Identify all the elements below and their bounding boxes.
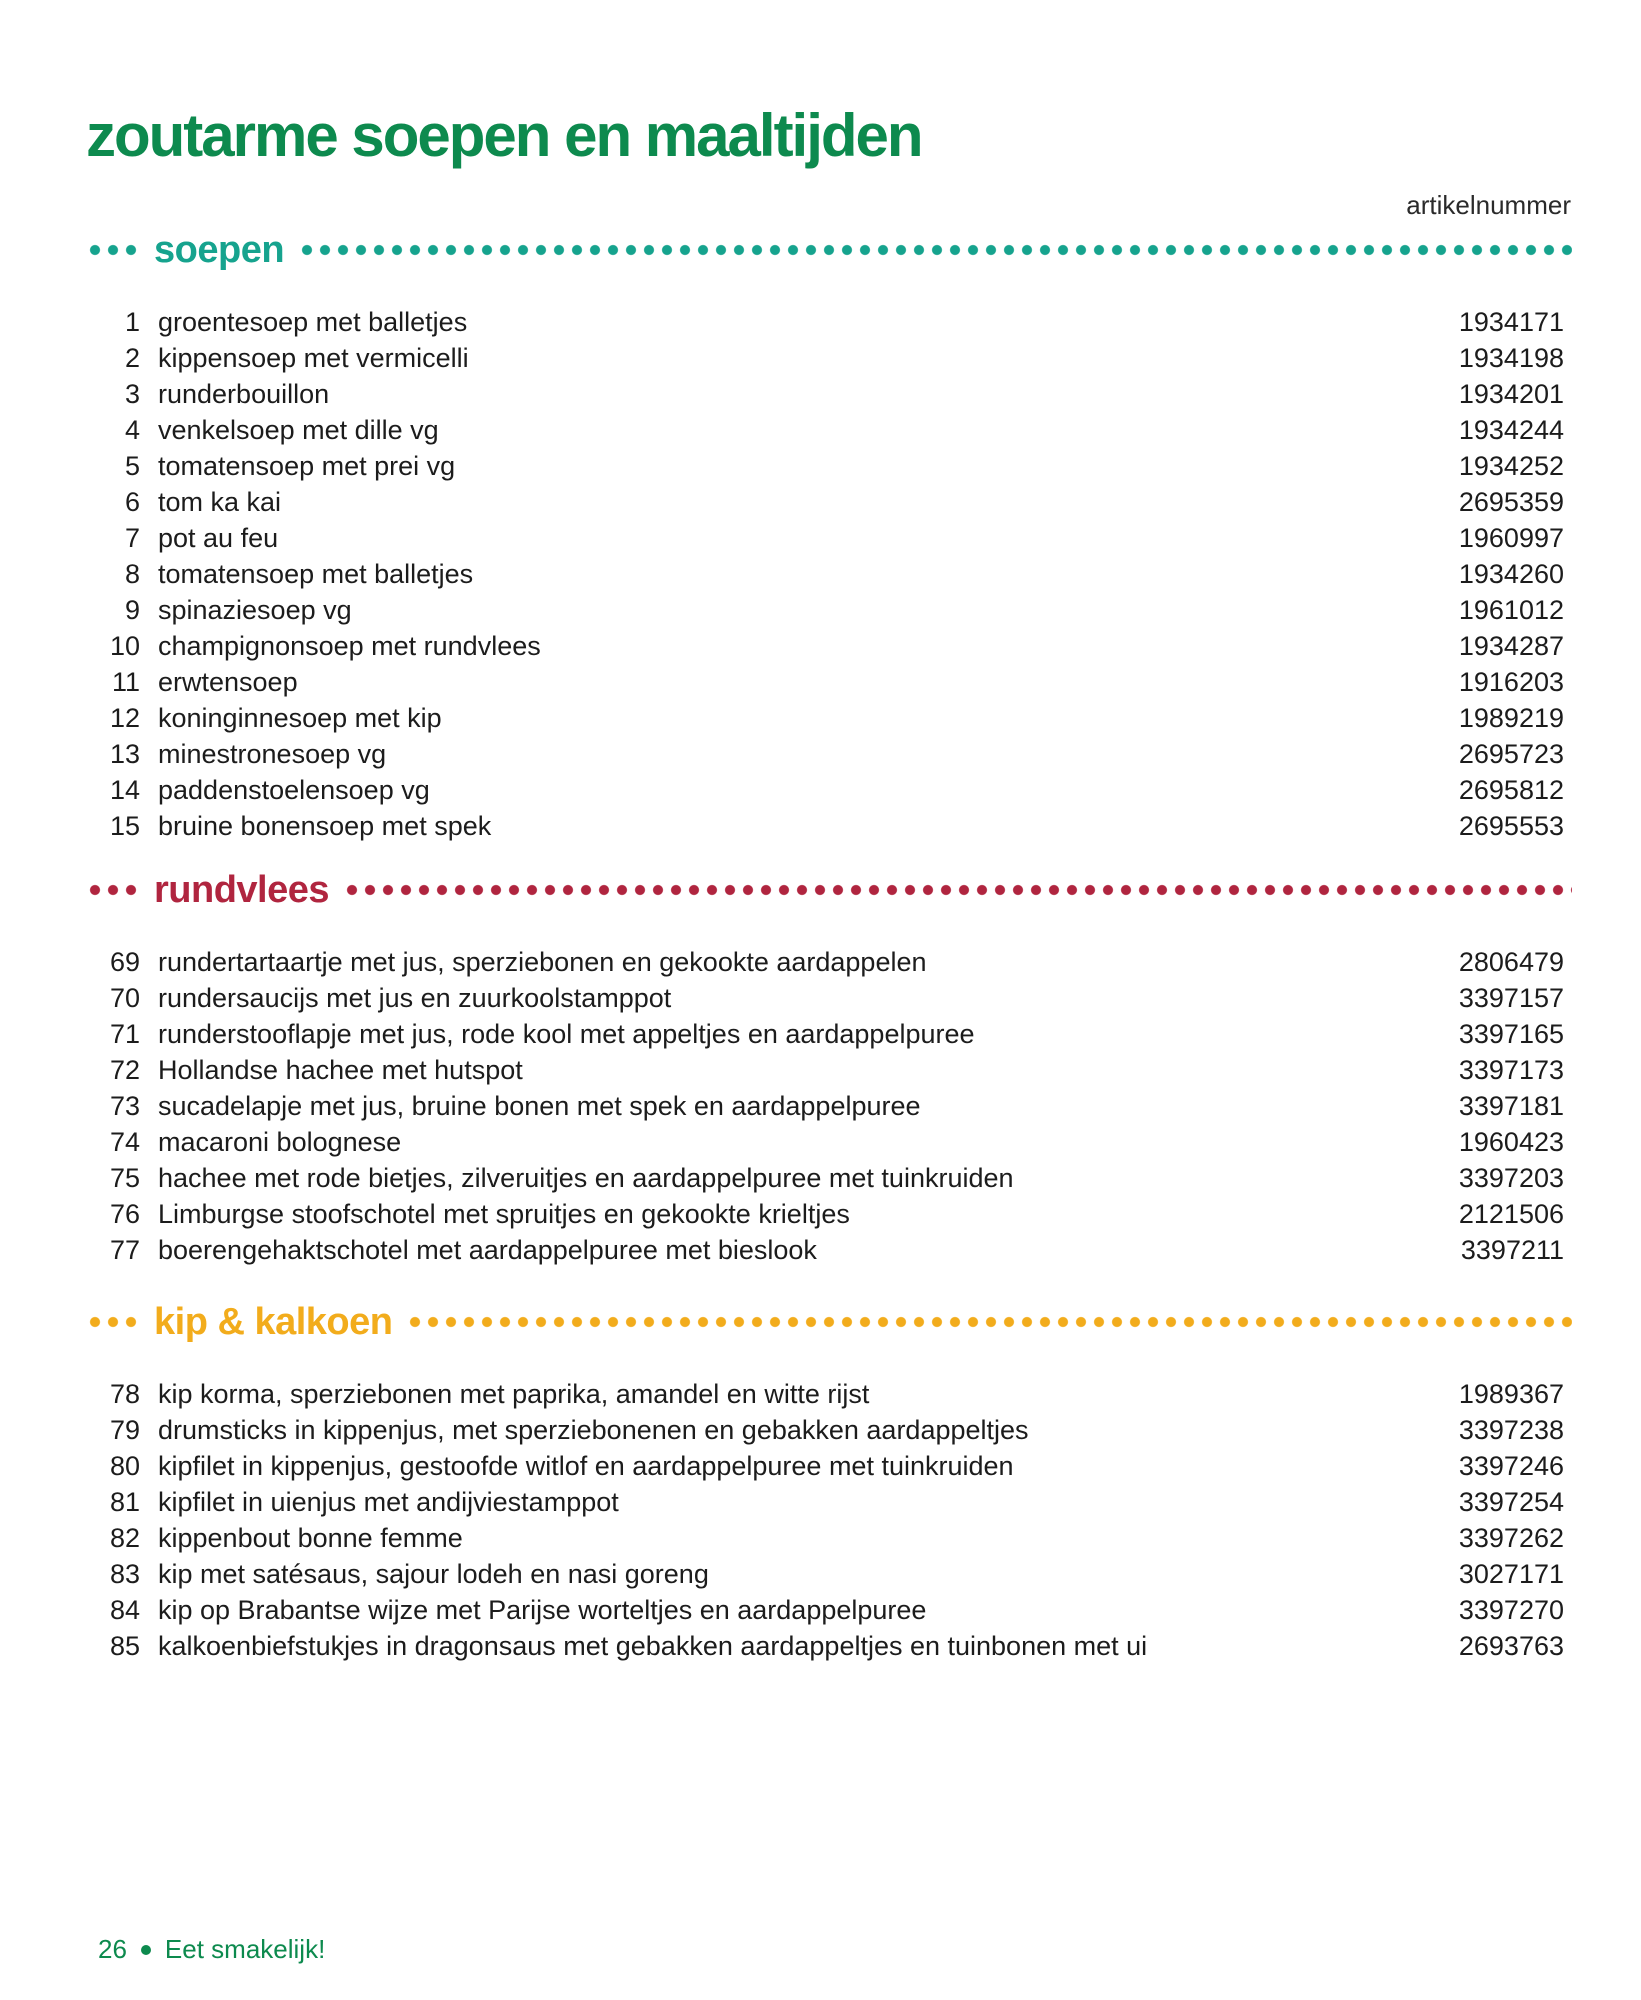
item-name: spinaziesoep vg xyxy=(158,595,352,625)
list-item xyxy=(86,1088,1572,1124)
article-number: 1989367 xyxy=(1458,1379,1564,1409)
section-header xyxy=(86,868,1572,912)
list-item xyxy=(86,628,1572,664)
item-name: rundertartaartje met jus, sperziebonen en gekookte aardappelen xyxy=(158,947,927,977)
article-number: 3397165 xyxy=(1458,1019,1564,1049)
item-name: venkelsoep met dille vg xyxy=(158,415,439,445)
list-item xyxy=(86,556,1572,592)
list-item xyxy=(86,980,1572,1016)
item-name: macaroni bolognese xyxy=(158,1127,402,1157)
list-item xyxy=(86,808,1572,844)
article-number: 2695812 xyxy=(1458,775,1564,805)
item-number: 76 xyxy=(109,1199,140,1229)
item-number: 12 xyxy=(109,703,140,733)
list-item xyxy=(86,664,1572,700)
article-number: 1916203 xyxy=(1458,667,1564,697)
list-item xyxy=(86,592,1572,628)
list-item xyxy=(86,1196,1572,1232)
article-number: 2695553 xyxy=(1458,811,1564,841)
item-name: kipfilet in kippenjus, gestoofde witlof en aardappelpuree met tuinkruiden xyxy=(158,1451,1014,1481)
dotted-leader-right xyxy=(343,884,1572,896)
item-name: kip op Brabantse wijze met Parijse worteltjes en aardappelpuree xyxy=(158,1595,927,1625)
bullet-dot-icon xyxy=(141,1945,151,1955)
item-name: bruine bonensoep met spek xyxy=(158,811,492,841)
list-item xyxy=(86,1016,1572,1052)
item-name: tomatensoep met prei vg xyxy=(158,451,456,481)
article-number: 3397157 xyxy=(1458,983,1564,1013)
list-item xyxy=(86,1592,1572,1628)
item-name: sucadelapje met jus, bruine bonen met spek en aardappelpuree xyxy=(158,1091,921,1121)
page-footer xyxy=(98,1934,325,1965)
list-item xyxy=(86,448,1572,484)
item-number: 71 xyxy=(109,1019,140,1049)
article-number: 3027171 xyxy=(1458,1559,1564,1589)
item-number: 9 xyxy=(124,595,140,625)
article-number: 3397238 xyxy=(1458,1415,1564,1445)
article-number: 3397246 xyxy=(1458,1451,1564,1481)
article-number: 3397211 xyxy=(1460,1235,1564,1265)
dotted-leader-left xyxy=(86,1316,138,1328)
section-header xyxy=(86,1300,1572,1344)
item-name: minestronesoep vg xyxy=(158,739,387,769)
item-number: 11 xyxy=(111,667,140,697)
list-item xyxy=(86,1520,1572,1556)
list-item xyxy=(86,1232,1572,1268)
article-number: 1961012 xyxy=(1458,595,1564,625)
item-number: 85 xyxy=(109,1631,140,1661)
item-name: koninginnesoep met kip xyxy=(158,703,442,733)
list-item xyxy=(86,1160,1572,1196)
item-list xyxy=(86,304,1572,844)
section-rundvlees xyxy=(86,868,1572,1268)
dotted-leader-left xyxy=(86,244,138,256)
item-name: kip korma, sperziebonen met paprika, amandel en witte rijst xyxy=(158,1379,870,1409)
item-list xyxy=(86,944,1572,1268)
list-item xyxy=(86,772,1572,808)
list-item xyxy=(86,736,1572,772)
item-name: rundersaucijs met jus en zuurkoolstamppot xyxy=(158,983,672,1013)
list-item xyxy=(86,1448,1572,1484)
item-number: 82 xyxy=(109,1523,140,1553)
article-number: 3397262 xyxy=(1458,1523,1564,1553)
item-number: 15 xyxy=(109,811,140,841)
list-item xyxy=(86,1376,1572,1412)
article-number: 1934252 xyxy=(1458,451,1564,481)
item-number: 79 xyxy=(109,1415,140,1445)
dotted-leader-right xyxy=(406,1316,1572,1328)
item-number: 1 xyxy=(124,307,140,337)
column-header-artikelnummer: artikelnummer xyxy=(1406,190,1571,220)
item-name: runderstooflapje met jus, rode kool met appeltjes en aardappelpuree xyxy=(158,1019,975,1049)
item-number: 80 xyxy=(109,1451,140,1481)
article-number: 2693763 xyxy=(1458,1631,1564,1661)
item-number: 2 xyxy=(124,343,140,373)
list-item xyxy=(86,1124,1572,1160)
article-number: 3397181 xyxy=(1458,1091,1564,1121)
list-item xyxy=(86,1412,1572,1448)
section-kip-kalkoen xyxy=(86,1300,1572,1664)
article-number: 2695359 xyxy=(1458,487,1564,517)
list-item xyxy=(86,520,1572,556)
section-title: soepen xyxy=(154,229,285,271)
article-number: 1960997 xyxy=(1458,523,1564,553)
article-number: 2695723 xyxy=(1458,739,1564,769)
item-name: champignonsoep met rundvlees xyxy=(158,631,541,661)
section-title: rundvlees xyxy=(154,869,330,911)
item-number: 72 xyxy=(109,1055,140,1085)
item-number: 8 xyxy=(124,559,140,589)
article-number: 1934260 xyxy=(1458,559,1564,589)
item-number: 7 xyxy=(124,523,140,553)
list-item xyxy=(86,412,1572,448)
footer-text: Eet smakelijk! xyxy=(164,1934,326,1964)
article-number: 3397254 xyxy=(1458,1487,1564,1517)
list-item xyxy=(86,700,1572,736)
item-list xyxy=(86,1376,1572,1664)
item-name: kippenbout bonne femme xyxy=(158,1523,463,1553)
article-number: 1934198 xyxy=(1458,343,1564,373)
item-name: boerengehaktschotel met aardappelpuree met bieslook xyxy=(158,1235,817,1265)
list-item xyxy=(86,1052,1572,1088)
item-number: 84 xyxy=(109,1595,140,1625)
item-number: 14 xyxy=(109,775,140,805)
list-item xyxy=(86,1484,1572,1520)
list-item xyxy=(86,376,1572,412)
item-name: kip met satésaus, sajour lodeh en nasi goreng xyxy=(158,1559,709,1589)
item-number: 10 xyxy=(109,631,140,661)
dotted-leader-right xyxy=(298,244,1572,256)
dotted-leader-left xyxy=(86,884,138,896)
page-title: zoutarme soepen en maaltijden xyxy=(86,102,922,169)
list-item xyxy=(86,340,1572,376)
item-name: tom ka kai xyxy=(158,487,282,517)
article-number: 1934244 xyxy=(1458,415,1564,445)
list-item xyxy=(86,1556,1572,1592)
item-name: kippensoep met vermicelli xyxy=(158,343,469,373)
section-header xyxy=(86,228,1572,272)
article-number: 1934171 xyxy=(1458,307,1564,337)
section-soepen xyxy=(86,228,1572,844)
list-item xyxy=(86,484,1572,520)
article-number: 1989219 xyxy=(1458,703,1564,733)
article-number: 2121506 xyxy=(1458,1199,1564,1229)
list-item xyxy=(86,944,1572,980)
article-number: 2806479 xyxy=(1458,947,1564,977)
item-number: 73 xyxy=(109,1091,140,1121)
item-number: 83 xyxy=(109,1559,140,1589)
item-name: hachee met rode bietjes, zilveruitjes en aardappelpuree met tuinkruiden xyxy=(158,1163,1014,1193)
item-number: 70 xyxy=(109,983,140,1013)
article-number: 1934201 xyxy=(1458,379,1564,409)
item-number: 77 xyxy=(109,1235,140,1265)
item-number: 13 xyxy=(109,739,140,769)
item-name: paddenstoelensoep vg xyxy=(158,775,430,805)
item-number: 4 xyxy=(124,415,140,445)
item-number: 6 xyxy=(124,487,140,517)
section-title: kip & kalkoen xyxy=(154,1301,393,1343)
article-number: 3397173 xyxy=(1458,1055,1564,1085)
item-name: pot au feu xyxy=(158,523,279,553)
item-name: kipfilet in uienjus met andijviestamppot xyxy=(158,1487,619,1517)
list-item xyxy=(86,304,1572,340)
item-number: 5 xyxy=(124,451,140,481)
item-number: 78 xyxy=(109,1379,140,1409)
article-number: 3397203 xyxy=(1458,1163,1564,1193)
item-name: drumsticks in kippenjus, met sperziebonenen en gebakken aardappeltjes xyxy=(158,1415,1029,1445)
page-number: 26 xyxy=(98,1934,127,1964)
item-name: kalkoenbiefstukjes in dragonsaus met gebakken aardappeltjes en tuinbonen met ui xyxy=(158,1631,1148,1661)
item-name: Hollandse hachee met hutspot xyxy=(158,1055,523,1085)
item-name: tomatensoep met balletjes xyxy=(158,559,474,589)
item-number: 3 xyxy=(124,379,140,409)
article-number: 1934287 xyxy=(1458,631,1564,661)
item-name: groentesoep met balletjes xyxy=(158,307,468,337)
item-number: 75 xyxy=(109,1163,140,1193)
article-number: 1960423 xyxy=(1458,1127,1564,1157)
item-number: 69 xyxy=(109,947,140,977)
item-number: 81 xyxy=(109,1487,140,1517)
item-name: Limburgse stoofschotel met spruitjes en gekookte krieltjes xyxy=(158,1199,850,1229)
item-name: erwtensoep xyxy=(158,667,298,697)
item-name: runderbouillon xyxy=(158,379,330,409)
article-number: 3397270 xyxy=(1458,1595,1564,1625)
item-number: 74 xyxy=(109,1127,140,1157)
list-item xyxy=(86,1628,1572,1664)
